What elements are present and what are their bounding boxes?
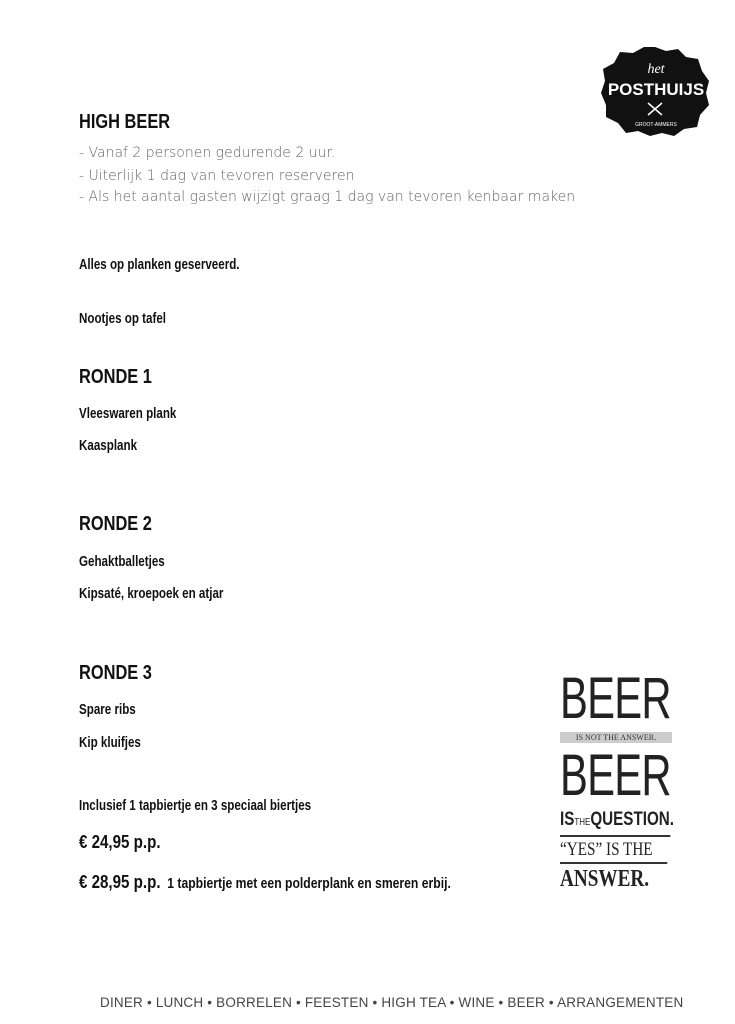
svg-text:GROOT-AMMERS: GROOT-AMMERS xyxy=(635,122,677,128)
poster-line: BEER xyxy=(560,666,671,731)
beer-quote-poster xyxy=(560,668,672,894)
round-title: RONDE 2 xyxy=(79,513,152,535)
svg-text:het: het xyxy=(647,62,665,77)
footer-tagline: DINER • LUNCH • BORRELEN • FEESTEN • HIGH TEA • WINE • BEER • ARRANGEMENTEN xyxy=(100,995,684,1010)
posthuijs-logo xyxy=(600,45,710,137)
poster-line: BEER xyxy=(560,743,671,808)
poster-line: ANSWER. xyxy=(560,866,650,892)
price-row-2 xyxy=(79,872,451,893)
poster-line: ISTHEQUESTION. xyxy=(560,807,670,837)
round-title: RONDE 1 xyxy=(79,366,152,388)
round-item: Spare ribs xyxy=(79,702,136,718)
round-item: Kipsaté, kroepoek en atjar xyxy=(79,586,224,602)
note: - Als het aantal gasten wijzigt graag 1 dag van tevoren kenbaar maken xyxy=(79,189,576,205)
intro-text: Alles op planken geserveerd. xyxy=(79,257,240,273)
round-item: Gehaktballetjes xyxy=(79,554,165,570)
price-1: € 24,95 p.p. xyxy=(79,832,161,852)
round-item: Kaasplank xyxy=(79,438,138,454)
poster-line: “YES” IS THE xyxy=(560,837,667,864)
poster-line: IS NOT THE ANSWER. xyxy=(560,732,672,743)
round-item: Vleeswaren plank xyxy=(79,406,177,422)
svg-text:POSTHUIJS: POSTHUIJS xyxy=(607,80,705,99)
price-row-1 xyxy=(79,832,161,853)
price-2-note: 1 tapbiertje met een polderplank en smeren erbij. xyxy=(167,876,451,892)
note: - Uiterlijk 1 dag van tevoren reserveren xyxy=(79,168,355,184)
intro-text: Nootjes op tafel xyxy=(79,311,167,327)
inclusive-text: Inclusief 1 tapbiertje en 3 speciaal biertjes xyxy=(79,798,312,814)
note: - Vanaf 2 personen gedurende 2 uur. xyxy=(79,145,336,161)
price-2: € 28,95 p.p. xyxy=(79,872,161,892)
round-item: Kip kluifjes xyxy=(79,735,141,751)
page-title: HIGH BEER xyxy=(79,111,171,133)
round-title: RONDE 3 xyxy=(79,662,152,684)
